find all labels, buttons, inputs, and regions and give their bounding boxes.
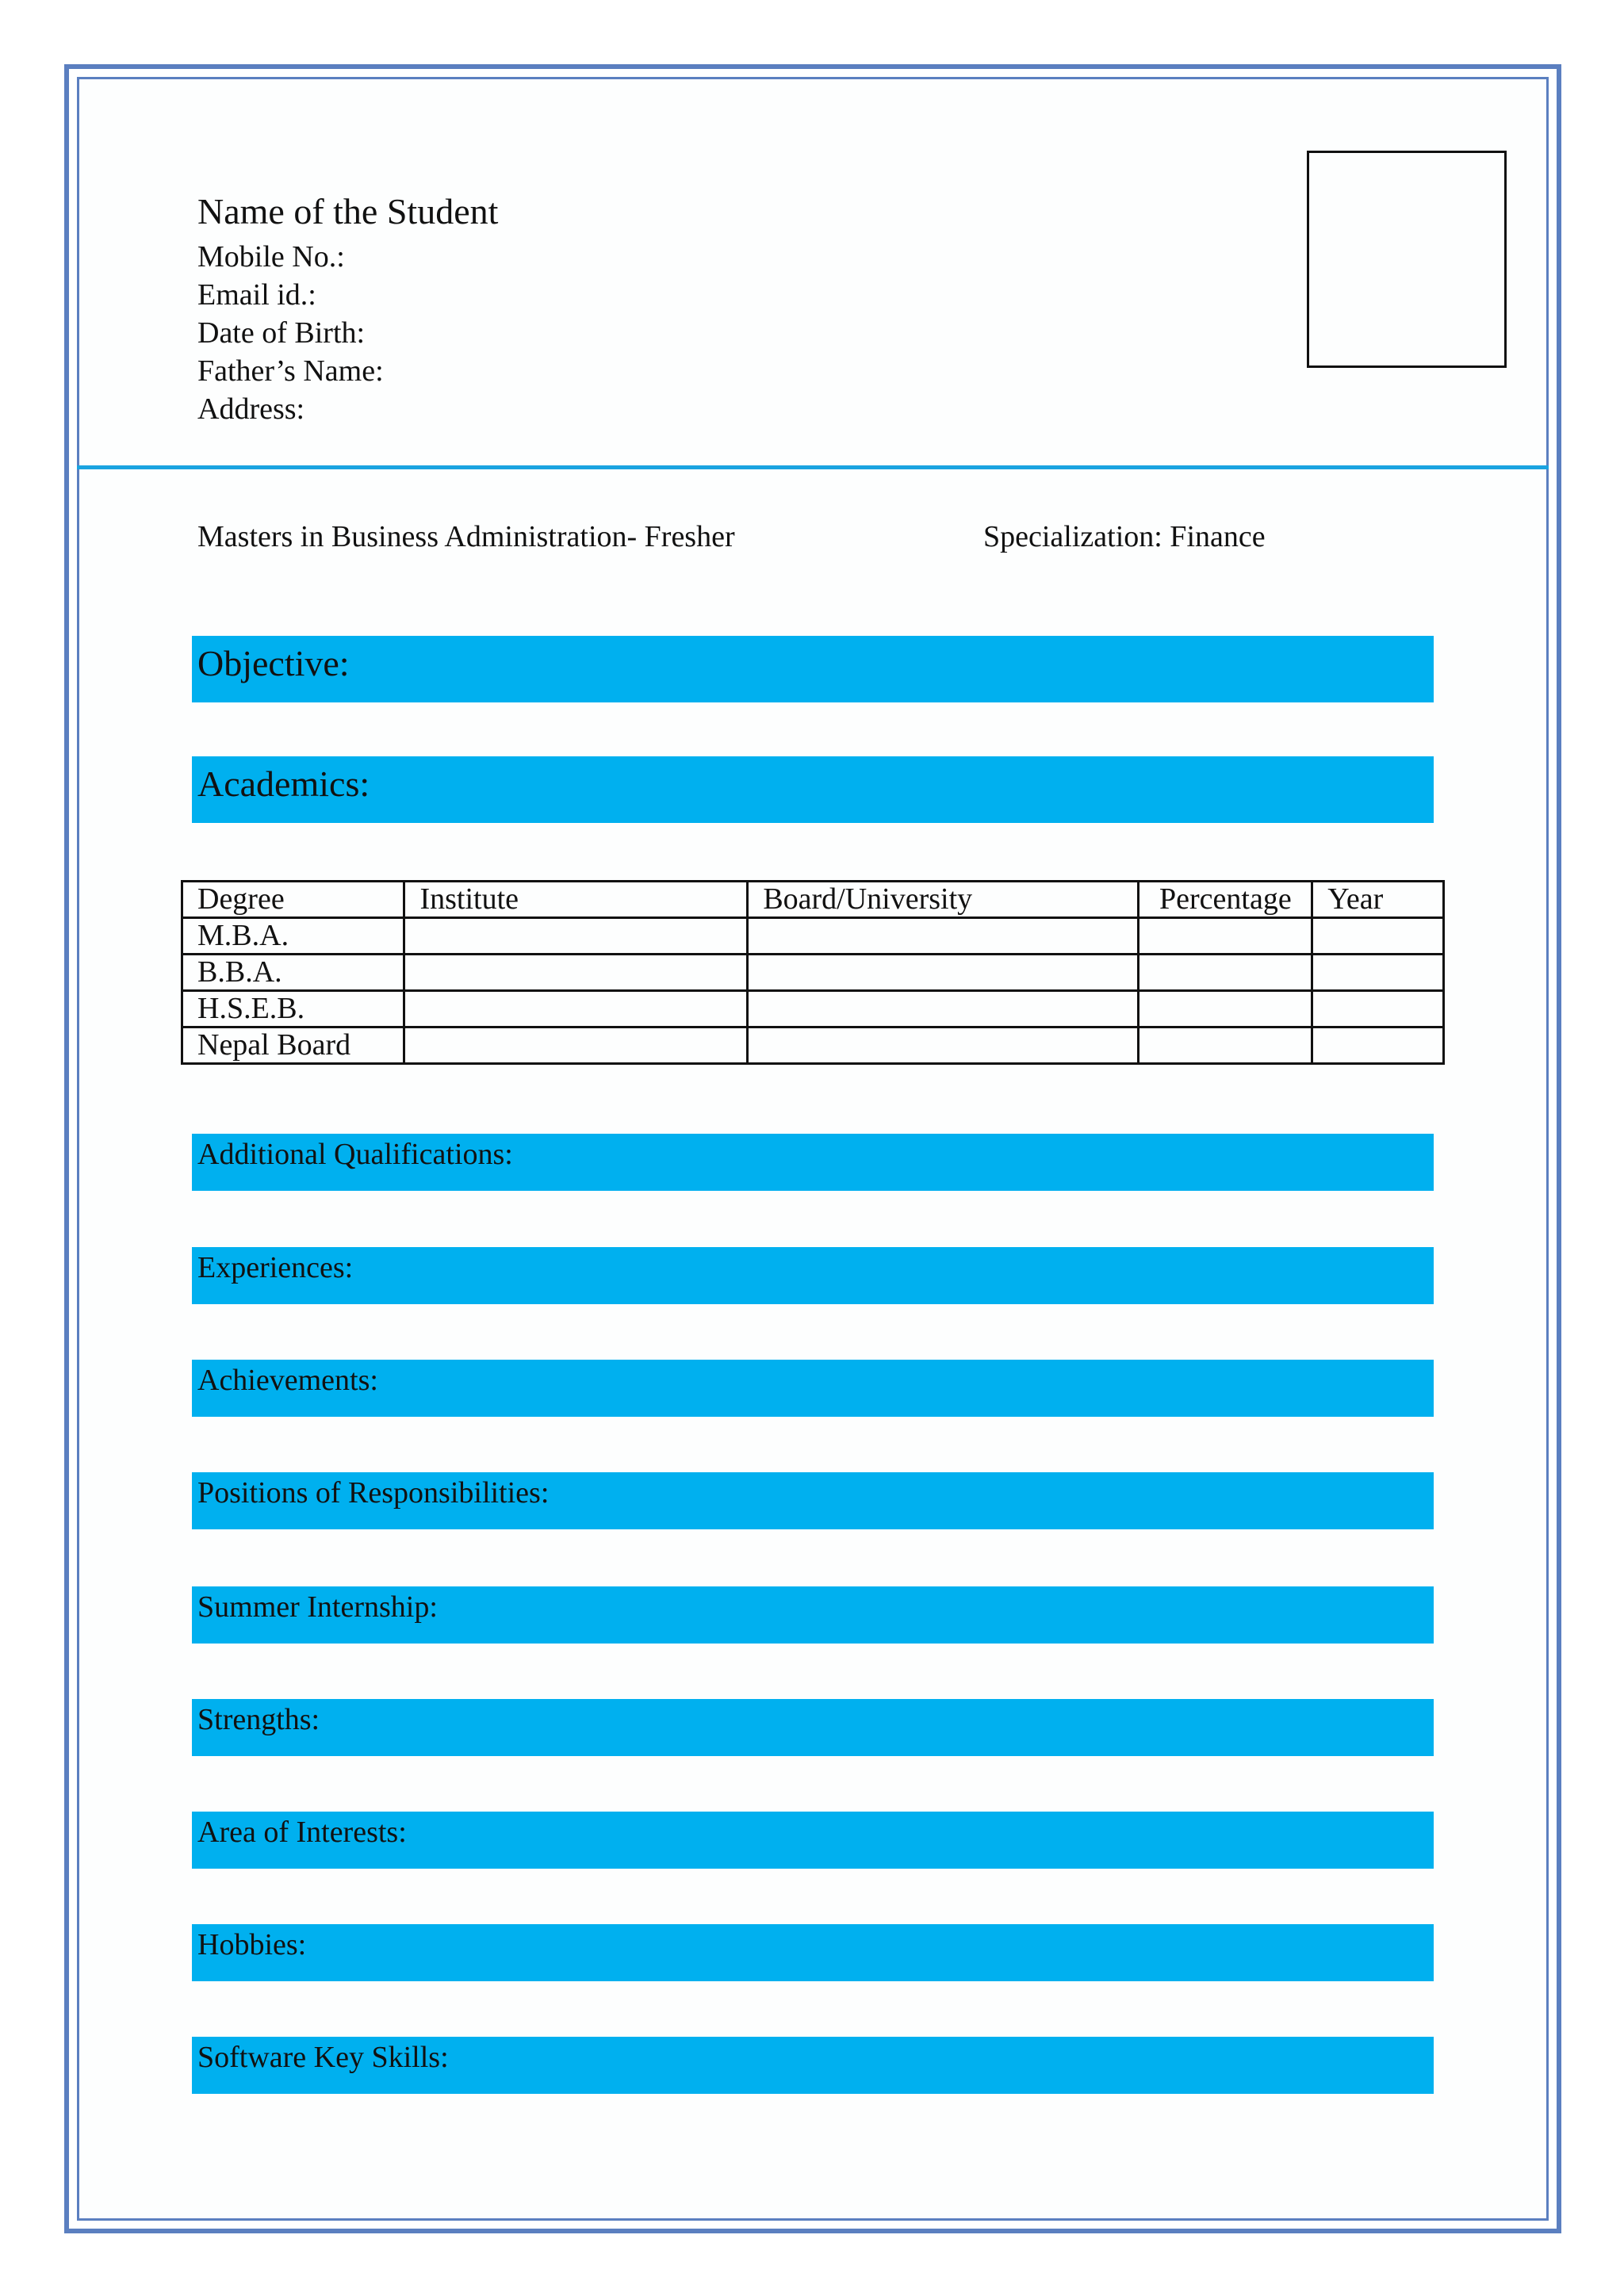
cell-percentage — [1139, 955, 1312, 991]
cell-board — [748, 955, 1139, 991]
section-experiences: Experiences: — [192, 1247, 1434, 1304]
table-row — [182, 918, 1444, 955]
section-summer-internship: Summer Internship: — [192, 1586, 1434, 1644]
header-board: Board/University — [748, 882, 1139, 918]
dob-label: Date of Birth: — [197, 316, 366, 350]
header-institute: Institute — [404, 882, 748, 918]
cell-percentage — [1139, 918, 1312, 955]
cell-degree: Nepal Board — [182, 1027, 404, 1064]
cell-institute — [404, 955, 748, 991]
program-title: Masters in Business Administration- Fresher — [197, 520, 735, 553]
section-positions: Positions of Responsibilities: — [192, 1472, 1434, 1529]
cell-degree: H.S.E.B. — [182, 991, 404, 1027]
cell-degree: M.B.A. — [182, 918, 404, 955]
header-percentage: Percentage — [1139, 882, 1312, 918]
header-divider — [77, 465, 1549, 469]
student-name-heading: Name of the Student — [197, 191, 499, 232]
cell-year — [1312, 1027, 1444, 1064]
section-achievements: Achievements: — [192, 1360, 1434, 1417]
academics-table — [181, 880, 1445, 1065]
header-year: Year — [1312, 882, 1444, 918]
cell-percentage — [1139, 1027, 1312, 1064]
cell-board — [748, 991, 1139, 1027]
cell-year — [1312, 955, 1444, 991]
section-academics: Academics: — [192, 756, 1434, 823]
cell-degree: B.B.A. — [182, 955, 404, 991]
table-row — [182, 955, 1444, 991]
photo-placeholder — [1307, 151, 1507, 368]
table-row — [182, 1027, 1444, 1064]
cell-board — [748, 1027, 1139, 1064]
section-objective: Objective: — [192, 636, 1434, 702]
section-area-of-interests: Area of Interests: — [192, 1812, 1434, 1869]
table-header-row — [182, 882, 1444, 918]
cell-year — [1312, 991, 1444, 1027]
father-name-label: Father’s Name: — [197, 354, 384, 388]
cell-institute — [404, 1027, 748, 1064]
specialization-label: Specialization: Finance — [983, 520, 1266, 553]
section-additional-qualifications: Additional Qualifications: — [192, 1134, 1434, 1191]
email-label: Email id.: — [197, 278, 316, 312]
table-row — [182, 991, 1444, 1027]
cell-year — [1312, 918, 1444, 955]
section-hobbies: Hobbies: — [192, 1924, 1434, 1981]
section-strengths: Strengths: — [192, 1699, 1434, 1756]
address-label: Address: — [197, 392, 305, 426]
section-software-skills: Software Key Skills: — [192, 2037, 1434, 2094]
cell-board — [748, 918, 1139, 955]
mobile-label: Mobile No.: — [197, 240, 345, 274]
cell-percentage — [1139, 991, 1312, 1027]
cell-institute — [404, 918, 748, 955]
header-degree: Degree — [182, 882, 404, 918]
cell-institute — [404, 991, 748, 1027]
